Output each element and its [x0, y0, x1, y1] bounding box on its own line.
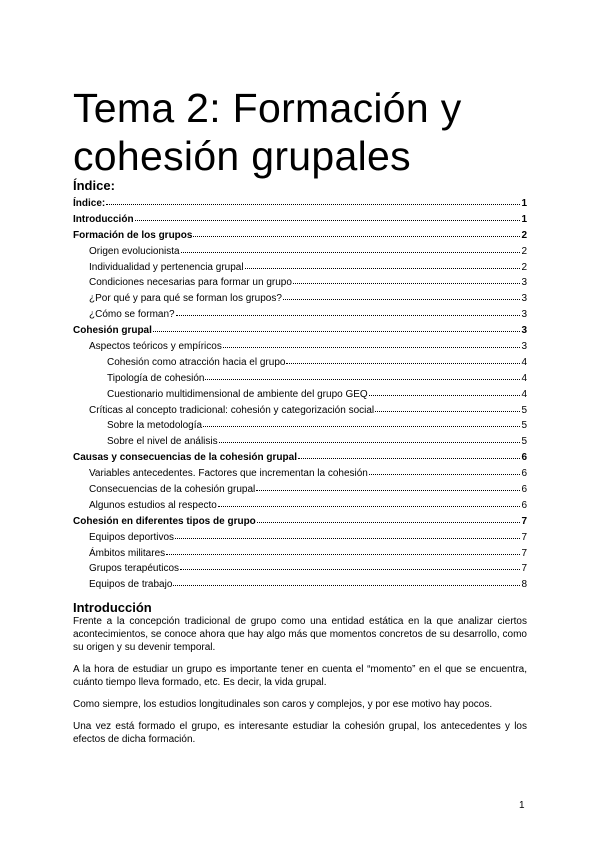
toc-entry[interactable]	[73, 290, 527, 306]
page-number: 1	[519, 800, 525, 811]
toc-entry[interactable]	[73, 370, 527, 386]
toc-leader-dots	[153, 321, 521, 332]
toc-entry-title: Sobre el nivel de análisis	[107, 436, 218, 448]
toc-entry-page: 5	[521, 420, 527, 432]
toc-entry-title: Tipología de cohesión	[107, 372, 205, 384]
paragraph: Como siempre, los estudios longitudinales son caros y complejos, y por ese motivo hay pocos.	[73, 699, 493, 711]
toc-entry-page: 6	[521, 484, 527, 496]
toc-entry-page: 8	[521, 579, 527, 591]
toc-heading: Índice:	[73, 178, 115, 193]
toc-leader-dots	[245, 258, 521, 269]
toc-entry-title: ¿Cómo se forman?	[89, 309, 175, 321]
toc-leader-dots	[369, 464, 521, 475]
toc-leader-dots	[193, 226, 520, 237]
toc-entry[interactable]	[73, 576, 527, 592]
toc-entry-title: Críticas al concepto tradicional: cohesión y categorización social	[89, 404, 375, 416]
toc-entry[interactable]	[73, 449, 527, 465]
toc-entry-page: 2	[521, 229, 527, 241]
toc-entry[interactable]	[73, 402, 527, 418]
toc-leader-dots	[219, 432, 521, 443]
toc-leader-dots	[298, 448, 520, 459]
toc-entry-page: 1	[521, 213, 527, 225]
paragraph: A la hora de estudiar un grupo es importante tener en cuenta el “momento” en el que se encuentra, cuánto tiempo lleva formado, etc. Es decir, la vida grupal.	[73, 664, 527, 689]
toc-entry-title: Consecuencias de la cohesión grupal	[89, 484, 256, 496]
toc-entry[interactable]	[73, 386, 527, 402]
toc-entry[interactable]	[73, 243, 527, 259]
toc-entry-page: 3	[521, 325, 527, 337]
toc-leader-dots	[257, 512, 521, 523]
toc-entry-title: Condiciones necesarias para formar un grupo	[89, 277, 292, 289]
table-of-contents	[73, 195, 527, 592]
toc-leader-dots	[173, 575, 520, 586]
toc-entry[interactable]	[73, 545, 527, 561]
toc-entry[interactable]	[73, 354, 527, 370]
toc-entry-page: 5	[521, 404, 527, 416]
toc-entry-page: 4	[521, 356, 527, 368]
toc-leader-dots	[166, 544, 520, 555]
toc-entry-page: 7	[521, 563, 527, 575]
toc-entry[interactable]	[73, 529, 527, 545]
toc-entry-title: Introducción	[73, 213, 134, 225]
toc-leader-dots	[135, 210, 521, 221]
toc-entry[interactable]	[73, 465, 527, 481]
toc-entry[interactable]	[73, 274, 527, 290]
toc-leader-dots	[175, 528, 520, 539]
toc-entry-title: Causas y consecuencias de la cohesión grupal	[73, 452, 297, 464]
toc-entry-page: 6	[521, 499, 527, 511]
toc-entry[interactable]	[73, 338, 527, 354]
toc-entry[interactable]	[73, 195, 527, 211]
paragraph: Una vez está formado el grupo, es interesante estudiar la cohesión grupal, los antecedentes y los efectos de dicha formación.	[73, 720, 527, 745]
toc-entry-page: 3	[521, 293, 527, 305]
toc-entry-title: Individualidad y pertenencia grupal	[89, 261, 244, 273]
toc-entry-page: 7	[521, 515, 527, 527]
toc-entry-page: 4	[521, 372, 527, 384]
toc-entry-title: Cuestionario multidimensional de ambiente del grupo GEQ	[107, 388, 368, 400]
toc-entry[interactable]	[73, 497, 527, 513]
toc-leader-dots	[203, 416, 520, 427]
toc-entry[interactable]	[73, 306, 527, 322]
toc-leader-dots	[223, 337, 521, 348]
toc-leader-dots	[218, 496, 521, 507]
toc-entry-title: Variables antecedentes. Factores que incrementan la cohesión	[89, 468, 368, 480]
toc-entry-page: 3	[521, 341, 527, 353]
toc-entry-page: 2	[521, 261, 527, 273]
toc-entry-title: Cohesión en diferentes tipos de grupo	[73, 515, 256, 527]
toc-entry-title: Cohesión grupal	[73, 325, 152, 337]
toc-entry-title: Sobre la metodología	[107, 420, 203, 432]
toc-leader-dots	[180, 559, 520, 570]
toc-entry-title: ¿Por qué y para qué se forman los grupos?	[89, 293, 282, 305]
section-body	[73, 615, 527, 755]
toc-leader-dots	[283, 289, 521, 300]
toc-entry-title: Equipos deportivos	[89, 531, 175, 543]
toc-entry-title: Ámbitos militares	[89, 547, 166, 559]
toc-entry[interactable]	[73, 417, 527, 433]
toc-entry[interactable]	[73, 560, 527, 576]
document-title: Tema 2: Formación y cohesión grupales	[73, 85, 462, 179]
toc-entry-page: 7	[521, 531, 527, 543]
toc-entry-page: 4	[521, 388, 527, 400]
toc-entry-page: 3	[521, 277, 527, 289]
toc-entry-page: 2	[521, 245, 527, 257]
toc-leader-dots	[369, 385, 521, 396]
toc-entry[interactable]	[73, 227, 527, 243]
toc-entry-title: Índice:	[73, 198, 106, 209]
toc-leader-dots	[375, 401, 520, 412]
toc-entry-page: 6	[521, 452, 527, 464]
toc-entry[interactable]	[73, 211, 527, 227]
toc-entry[interactable]	[73, 513, 527, 529]
toc-entry-page: 7	[521, 547, 527, 559]
toc-entry[interactable]	[73, 481, 527, 497]
toc-entry-title: Grupos terapéuticos	[89, 563, 180, 575]
toc-entry-title: Equipos de trabajo	[89, 579, 173, 591]
toc-entry-page: 5	[521, 436, 527, 448]
toc-leader-dots	[181, 242, 521, 253]
toc-entry[interactable]	[73, 322, 527, 338]
toc-entry-title: Cohesión como atracción hacia el grupo	[107, 356, 286, 368]
paragraph: Frente a la concepción tradicional de grupo como una entidad estática en la que analizar ciertos acontecimientos, se conoce ahora que hay algo más que momentos concretos de su desarrollo, como su origen y su devenir temporal.	[73, 616, 527, 654]
toc-entry-title: Aspectos teóricos y empíricos	[89, 341, 222, 353]
toc-entry-page: 6	[521, 468, 527, 480]
toc-leader-dots	[256, 480, 520, 491]
toc-leader-dots	[106, 194, 520, 205]
toc-entry-page: 1	[521, 198, 527, 209]
toc-leader-dots	[205, 369, 520, 380]
toc-entry[interactable]	[73, 433, 527, 449]
toc-entry[interactable]	[73, 259, 527, 275]
toc-entry-page: 3	[521, 309, 527, 321]
toc-leader-dots	[176, 305, 521, 316]
toc-entry-title: Origen evolucionista	[89, 245, 180, 257]
toc-leader-dots	[286, 353, 520, 364]
toc-leader-dots	[293, 273, 521, 284]
section-heading-introduccion: Introducción	[73, 600, 152, 615]
toc-entry-title: Formación de los grupos	[73, 229, 193, 241]
toc-entry-title: Algunos estudios al respecto	[89, 499, 217, 511]
